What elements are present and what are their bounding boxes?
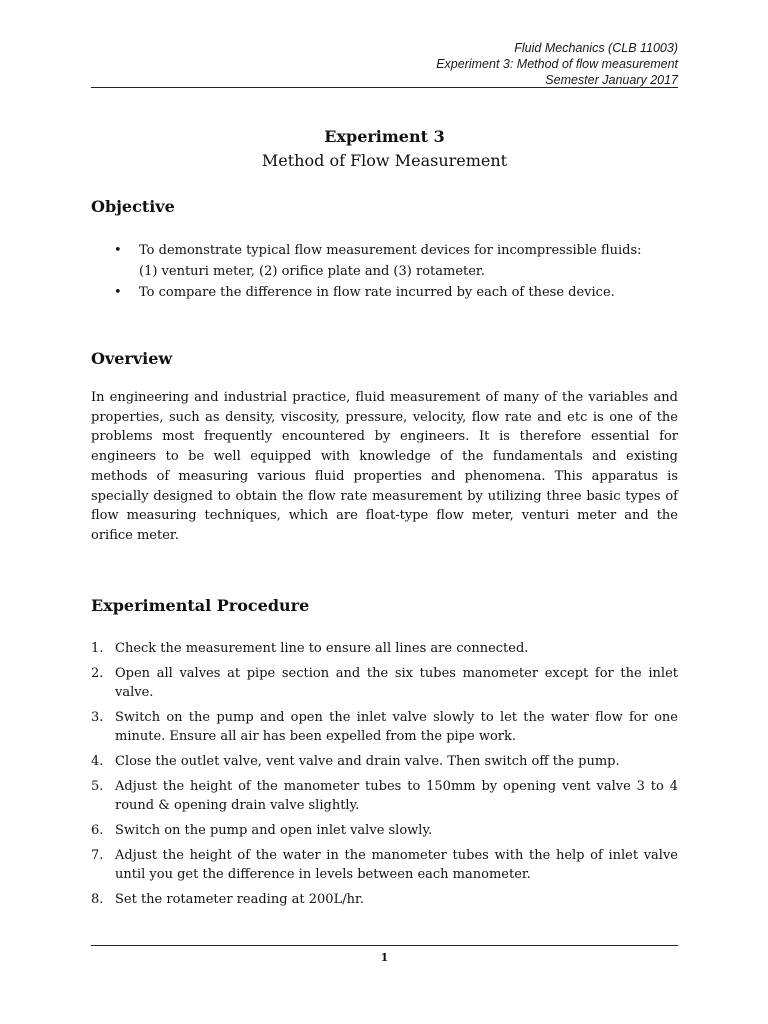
- step-number: 5.: [91, 779, 104, 794]
- procedure-step: [91, 821, 678, 840]
- step-number: 4.: [91, 754, 104, 769]
- step-number: 7.: [91, 848, 104, 863]
- document-subtitle: Method of Flow Measurement: [261, 151, 508, 170]
- step-text: Open all valves at pipe section and the six tubes manometer except for the inlet valve.: [115, 666, 678, 700]
- page-number: 1: [380, 951, 389, 964]
- step-text: Check the measurement line to ensure all lines are connected.: [115, 641, 529, 656]
- objective-list: [114, 240, 684, 303]
- bullet-icon: •: [114, 243, 122, 258]
- overview-paragraph: In engineering and industrial practice, fluid measurement of many of the variables and properties, such as density, viscosity, pressure, velocity, flow rate and etc is one of the problems most frequently encountered by engineers. It is therefore essential for engineers to be well equipped with knowledge of the fundamentals and existing methods of measuring various fluid properties and phenomena. This apparatus is specially designed to obtain the flow rate measurement by utilizing three basic types of flow measuring techniques, which are float-type flow meter, venturi meter and the orifice meter.: [91, 390, 678, 543]
- step-text: Adjust the height of the manometer tubes to 150mm by opening vent valve 3 to 4 round & opening drain valve slightly.: [115, 779, 678, 813]
- header-semester: Semester January 2017: [545, 73, 678, 87]
- objective-item-line: To demonstrate typical flow measurement devices for incompressible fluids:: [139, 243, 642, 258]
- objective-item: [114, 282, 684, 303]
- header-experiment: Experiment 3: Method of flow measurement: [436, 57, 678, 71]
- procedure-step: [91, 890, 678, 909]
- footer-divider: [91, 945, 678, 946]
- step-text: Close the outlet valve, vent valve and drain valve. Then switch off the pump.: [115, 754, 620, 769]
- overview-heading: Overview: [91, 349, 173, 368]
- procedure-list: [91, 639, 678, 915]
- header-course: Fluid Mechanics (CLB 11003): [514, 41, 678, 55]
- step-number: 8.: [91, 892, 104, 907]
- procedure-step: [91, 639, 678, 658]
- step-text: Switch on the pump and open the inlet valve slowly to let the water flow for one minute. Ensure all air has been expelled from the pipe work.: [115, 710, 678, 744]
- objective-item-line: (1) venturi meter, (2) orifice plate and (3) rotameter.: [139, 264, 485, 279]
- procedure-step: [91, 846, 678, 884]
- bullet-icon: •: [114, 285, 122, 300]
- step-number: 2.: [91, 666, 104, 681]
- document-title: Experiment 3: [324, 127, 445, 146]
- procedure-step: [91, 664, 678, 702]
- header-divider: [91, 87, 678, 88]
- step-number: 6.: [91, 823, 104, 838]
- step-text: Adjust the height of the water in the manometer tubes with the help of inlet valve until you get the difference in levels between each manometer.: [115, 848, 678, 882]
- objective-item-line: To compare the difference in flow rate incurred by each of these device.: [139, 285, 615, 300]
- step-text: Set the rotameter reading at 200L/hr.: [115, 892, 364, 907]
- objective-item: [114, 240, 684, 282]
- procedure-heading: Experimental Procedure: [91, 596, 310, 615]
- objective-heading: Objective: [91, 197, 175, 216]
- step-text: Switch on the pump and open inlet valve slowly.: [115, 823, 433, 838]
- step-number: 1.: [91, 641, 104, 656]
- procedure-step: [91, 777, 678, 815]
- procedure-step: [91, 708, 678, 746]
- page-header: [436, 40, 678, 88]
- procedure-step: [91, 752, 678, 771]
- step-number: 3.: [91, 710, 104, 725]
